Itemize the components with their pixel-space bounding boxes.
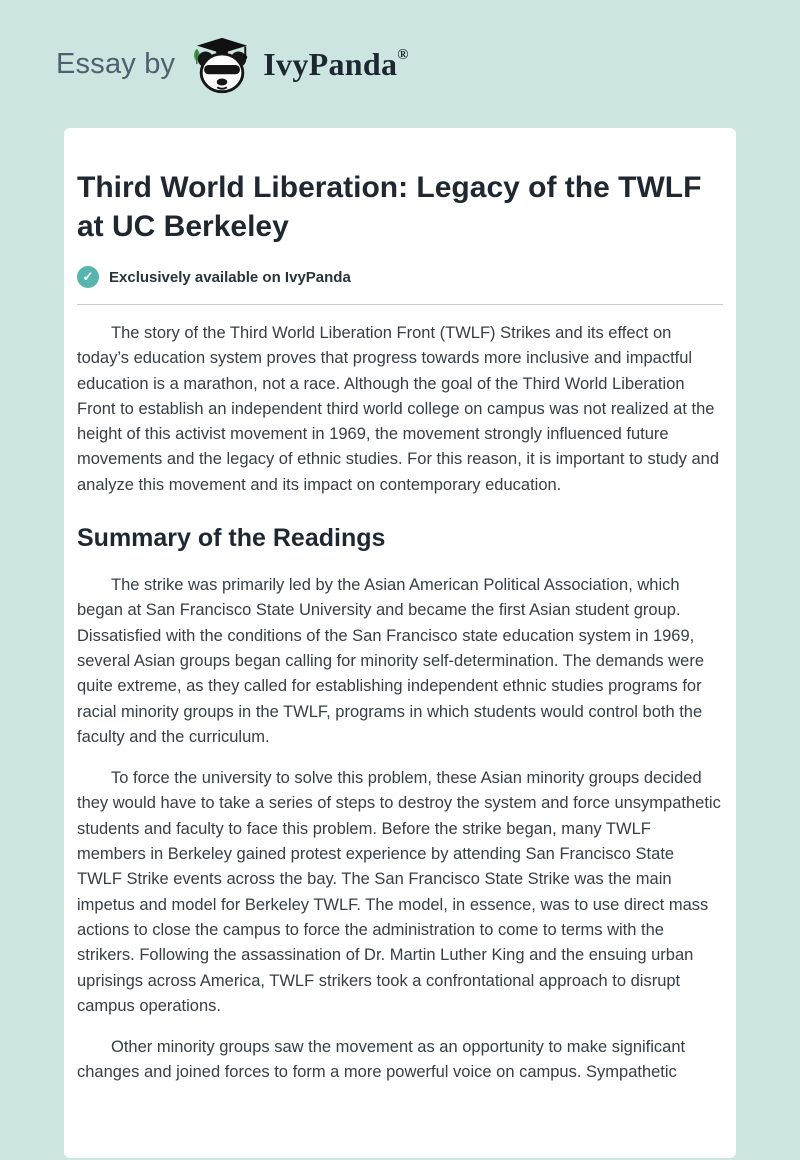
registered-mark: ® [397,47,409,64]
section-heading-summary: Summary of the Readings [77,524,386,553]
brand-logo-link[interactable] [191,33,408,95]
availability-row [77,266,723,305]
summary-paragraph-3: Other minority groups saw the movement as an opportunity to make significant changes and joined forces to form a more powerful voice on campus. Sympathetic [77,1038,686,1082]
intro-paragraph: The story of the Third World Liberation Front (TWLF) Strikes and its effect on today’s education system proves that progress towards more inclusive and impactful education is a marathon, not a race. Although the goal of the Third World Liberation Front to establish an independent third world college on campus was not realized at the height of this activist movement in 1969, the movement strongly influenced future movements and the legacy of ethnic studies. For this reason, it is important to study and analyze this movement and its impact on contemporary education. [77,324,719,494]
essay-card [64,128,736,1158]
site-header [0,0,800,128]
essay-by-label: Essay by [56,47,176,80]
page-title: Third World Liberation: Legacy of the TWLF at UC Berkeley [77,171,702,243]
summary-paragraph-1: The strike was primarily led by the Asian American Political Association, which began at San Francisco State University and became the first Asian student group. Dissatisfied with the conditions of the San Francisco state education system in 1969, several Asian groups began calling for minority self-determination. The demands were quite extreme, as they called for establishing independent ethnic studies programs for racial minority groups in the TWLF, programs in which students would control both the faculty and the curriculum. [77,576,705,746]
brand-name: IvyPanda [263,45,398,82]
availability-label: Exclusively available on IvyPanda [109,268,351,286]
ivypanda-panda-icon [191,35,253,97]
summary-paragraph-2: To force the university to solve this problem, these Asian minority groups decided they would have to take a series of steps to destroy the system and force unsympathetic students and faculty to face this problem. Before the strike began, many TWLF members in Berkeley gained protest experience by attending San Francisco State TWLF Strike events across the bay. The San Francisco State Strike was the main impetus and model for Berkeley TWLF. The model, in essence, was to use direct mass actions to close the campus to force the administration to come to terms with the strikers. Following the assassination of Dr. Martin Luther King and the ensuing urban uprisings across America, TWLF strikers took a confrontational approach to disrupt campus operations. [77,769,721,1015]
check-icon: ✓ [77,266,99,288]
brand-wordmark [263,46,408,83]
